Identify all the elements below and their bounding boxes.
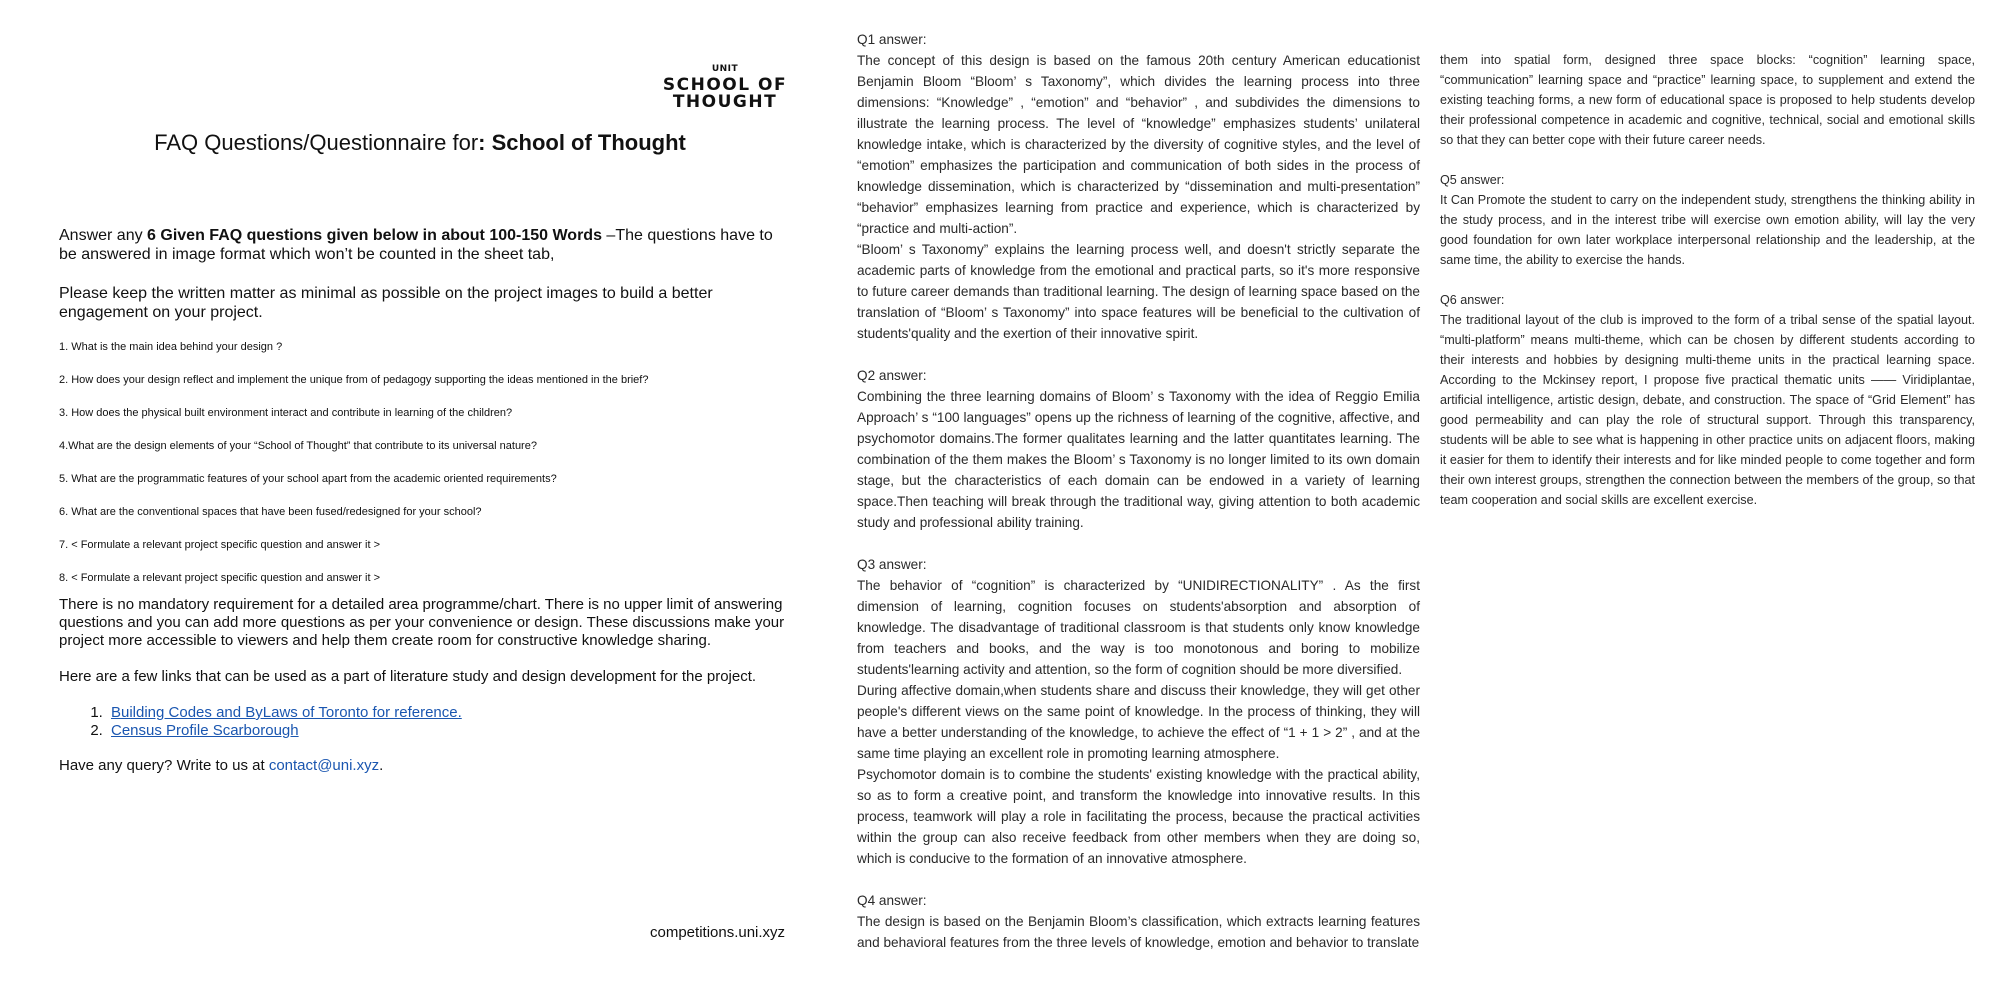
q2-answer-heading: Q2 answer: bbox=[857, 368, 927, 383]
contact-line bbox=[59, 757, 383, 774]
q3-answer-para: During affective domain,when students share and discuss their knowledge, they will get other people's different views on the same point of knowledge. In the process of thinking, they will have a better understanding of the knowledge, to achieve the effect of “1 + 1 > 2” , and at the same time playing an excellent role in promoting learning atmosphere. bbox=[857, 683, 1420, 761]
title-bold: : School of Thought bbox=[478, 130, 686, 155]
link-item bbox=[107, 704, 462, 722]
links-intro: Here are a few links that can be used as a part of literature study and design development for the project. bbox=[59, 668, 757, 685]
q1-answer-para: The concept of this design is based on the famous 20th century American educationist Benjamin Bloom “Bloom’ s Taxonomy”, which divides the learning process into three dimensions: “Knowledge” , “emotion” and “behavior” , and subdivides the dimensions to illustrate the learning process. The level of “knowledge” emphasizes students’ unilateral knowledge intake, which is characterized by the diversity of cognitive styles, and the level of “emotion” emphasizes the participation and communication of both sides in the process of knowledge dissemination, which is characterized by “dissemination and multi-presentation” “behavior” emphasizes learning from practice and experience, which is characterized by “practice and multi-action”. bbox=[857, 53, 1420, 236]
title-prefix: FAQ Questions/Questionnaire for bbox=[154, 130, 479, 155]
reference-links bbox=[82, 704, 462, 740]
requirements-note: There is no mandatory requirement for a detailed area programme/chart. There is no upper limit of answering questions and you can add more questions as per your convenience or design. These discussions make your project more accessible to viewers and help them create room for constructive knowledge sharing. bbox=[59, 596, 785, 649]
query-end: . bbox=[379, 757, 384, 774]
question-item: 1. What is the main idea behind your design ? bbox=[59, 341, 283, 353]
intro-paragraph-2: Please keep the written matter as minimal as possible on the project images to build a better engagement on your project. bbox=[59, 285, 713, 321]
logo-unit-text: UNIT bbox=[711, 64, 739, 74]
intro-paragraph bbox=[59, 226, 789, 264]
logo-name-text: SCHOOL OF THOUGHT bbox=[662, 75, 788, 112]
census-profile-link[interactable]: Census Profile Scarborough bbox=[111, 722, 299, 739]
contact-email-link[interactable]: contact@uni.xyz bbox=[268, 757, 380, 774]
question-list bbox=[59, 340, 799, 604]
question-item: 7. < Formulate a relevant project specific question and answer it > bbox=[59, 539, 381, 551]
toronto-bylaws-link[interactable]: Building Codes and ByLaws of Toronto for reference. bbox=[111, 704, 462, 721]
question-item: 8. < Formulate a relevant project specific question and answer it > bbox=[59, 572, 381, 584]
q4-answer-para: The design is based on the Benjamin Bloom’s classification, which extracts learning features and behavioral features from the three levels of knowledge, emotion and behavior to translate bbox=[857, 914, 1420, 950]
answers-column-1 bbox=[857, 29, 1420, 953]
q1-answer-para: “Bloom’ s Taxonomy” explains the learning process well, and doesn't strictly separate the academic parts of knowledge from the emotional and practical parts, so it's more responsive to future career demands than traditional learning. The design of learning space based on the translation of “Bloom’ s Taxonomy” into space features will be beneficial to the cultivation of students'quality and the exertion of their innovative spirit. bbox=[857, 242, 1420, 341]
intro-bold: 6 Given FAQ questions given below in about 100-150 Words bbox=[147, 227, 602, 244]
question-item: 2. How does your design reflect and implement the unique from of pedagogy supporting the ideas mentioned in the brief? bbox=[59, 374, 649, 386]
q3-answer-heading: Q3 answer: bbox=[857, 557, 927, 572]
q1-answer-heading: Q1 answer: bbox=[857, 32, 927, 47]
page-title bbox=[0, 130, 840, 156]
q5-answer-heading: Q5 answer: bbox=[1440, 173, 1505, 187]
q4-answer-continued: them into spatial form, designed three space blocks: “cognition” learning space, “communication” learning space and “practice” learning space, to supplement and extend the existing teaching forms, a new form of educational space is proposed to help students develop their professional competence in academic and cognitive, technical, social and emotional skills so that they can better cope with their future career needs. bbox=[1440, 53, 1975, 147]
q2-answer-para: Combining the three learning domains of Bloom’ s Taxonomy with the idea of Reggio Emilia Approach’ s “100 languages” opens up the richness of learning of the cognitive, affective, and psychomotor domains.The former qualitates learning and the latter quantitates learning. The combination of the them makes the Bloom’ s Taxonomy is no longer limited to its own domain stage, but the characteristics of each domain can be endowed in a variety of learning space.Then teaching will break through the traditional way, giving attention to both academic study and professional ability training. bbox=[857, 389, 1420, 530]
question-item: 6. What are the conventional spaces that have been fused/redesigned for your school? bbox=[59, 506, 482, 518]
q6-answer-para: The traditional layout of the club is improved to the form of a tribal sense of the spatial layout. “multi-platform” means multi-theme, which can be chosen by different students according to their interests and hobbies by designing multi-theme units in the practical learning space. According to the Mckinsey report, I propose five practical thematic units —— Viridiplantae, artificial intelligence, artistic design, debate, and construction. The space of “Grid Element” has good permeability and can play the role of structural support. Through this transparency, students will be able to see what is happening in other practice units on adjacent floors, making it easier for them to identify their interests and for like minded people to come together and form their own interest groups, strengthen the connection between the members of the group, so that team cooperation and social skills are excellent exercise. bbox=[1440, 313, 1975, 507]
query-text: Have any query? Write to us at bbox=[59, 757, 269, 774]
intro-part2: –The questions have to be answered in image format which won’t be counted in the sheet tab, bbox=[59, 227, 773, 263]
answers-column-2 bbox=[1440, 50, 1975, 510]
question-item: 5. What are the programmatic features of your school apart from the academic oriented requirements? bbox=[59, 473, 557, 485]
school-of-thought-logo bbox=[635, 65, 815, 111]
q4-answer-heading: Q4 answer: bbox=[857, 893, 927, 908]
q6-answer-heading: Q6 answer: bbox=[1440, 293, 1505, 307]
q3-answer-para: Psychomotor domain is to combine the students' existing knowledge with the practical ability, so as to form a creative point, and transform the knowledge into innovative results. In this process, teamwork will play a role in facilitating the process, because the practical activities within the group can also receive feedback from other members when they are doing so, which is conducive to the formation of an innovative atmosphere. bbox=[857, 767, 1420, 866]
footer-site: competitions.uni.xyz bbox=[650, 924, 786, 941]
intro-part1: Answer any bbox=[59, 227, 148, 244]
q3-answer-para: The behavior of “cognition” is characterized by “UNIDIRECTIONALITY” . As the first dimension of learning, cognition focuses on students'absorption and absorption of knowledge. The disadvantage of traditional classroom is that students only know knowledge from teachers and books, and the way is too monotonous and boring to mobilize students'learning activity and attention, so the form of cognition should be more diversified. bbox=[857, 578, 1420, 677]
q5-answer-para: It Can Promote the student to carry on the independent study, strengthens the thinking ability in the study process, and in the interest tribe will exercise own emotion ability, will lay the very good foundation for own later workplace interpersonal relationship and the leadership, at the same time, the ability to exercise the hands. bbox=[1440, 193, 1975, 267]
question-item: 3. How does the physical built environment interact and contribute in learning of the children? bbox=[59, 407, 513, 419]
question-item: 4.What are the design elements of your “School of Thought” that contribute to its universal nature? bbox=[59, 440, 537, 452]
brief-page bbox=[0, 0, 820, 983]
link-item bbox=[107, 722, 462, 740]
